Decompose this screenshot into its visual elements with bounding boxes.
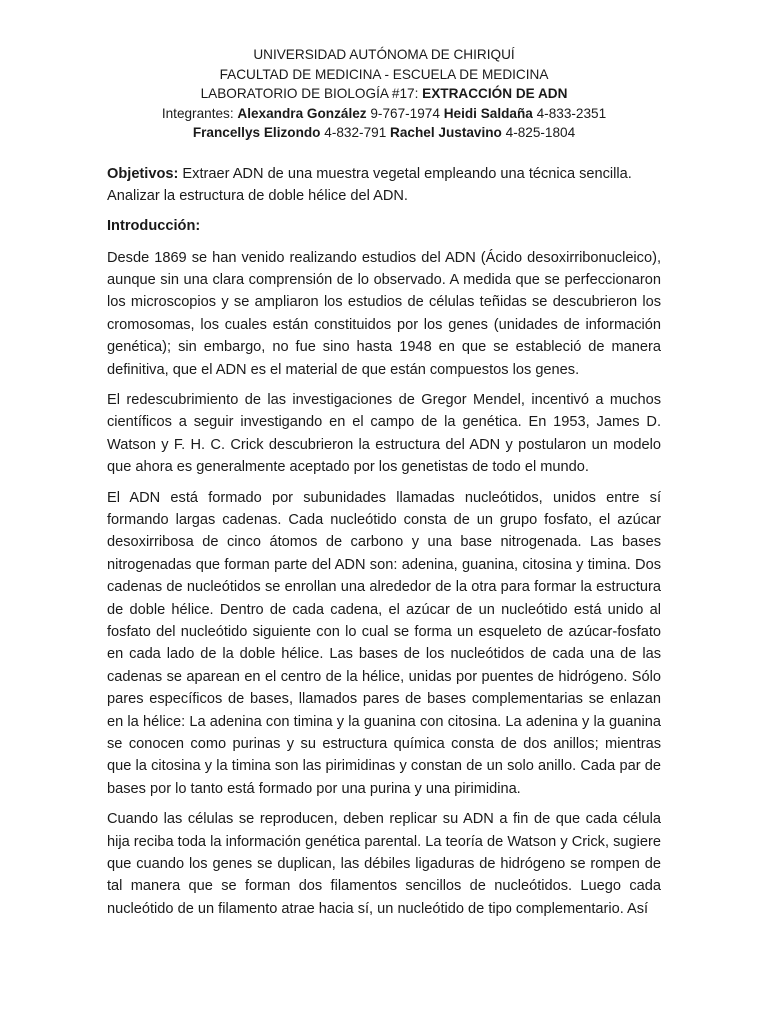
members-label: Integrantes: xyxy=(161,105,238,121)
lab-title: EXTRACCIÓN DE ADN xyxy=(422,86,568,101)
faculty-name: FACULTAD DE MEDICINA - ESCUELA DE MEDICINA xyxy=(219,66,549,82)
member-name: Rachel Justavino xyxy=(390,125,502,140)
member-id: 4-833-2351 xyxy=(532,105,607,121)
member-id: 4-832-791 xyxy=(320,125,387,140)
intro-paragraph-1: Desde 1869 se han venido realizando estudios del ADN (Ácido desoxirribonucleico), aunque sin una clara comprensión de lo observado. A medida que se perfeccionaron los microscopios y se ampliaron los estudios de células teñidas se descubrieron los cromosomas, los cuales están constituidos por los genes (unidades de información genética); sin embargo, no fue sino hasta 1948 en que se estableció de manera definitiva, que el ADN es el material de que están compuestos los genes. xyxy=(107,249,661,378)
member-id: 9-767-1974 xyxy=(366,105,440,121)
intro-paragraph-2: El redescubrimiento de las investigaciones de Gregor Mendel, incentivó a muchos científicos a seguir investigando en el campo de la genética. En 1953, James D. Watson y F. H. C. Crick descubrieron la estructura del ADN y postularon un modelo que ahora es generalmente aceptado por los genetistas de todo el mundo. xyxy=(107,391,661,476)
member-name: Alexandra González xyxy=(237,105,367,121)
member-id: 4-825-1804 xyxy=(501,125,576,140)
intro-paragraph-4: Cuando las células se reproducen, deben replicar su ADN a fin de que cada célula hija reciba toda la información genética parental. La teoría de Watson y Crick, sugiere que cuando los genes se duplican, las débiles ligaduras de hidrógeno se rompen de tal manera que se forman dos filamentos sencillos de nucleótidos. Luego cada nucleótido de un filamento atrae hacia sí, un nucleótido de tipo complementario. Así xyxy=(107,811,661,917)
members-line-1 xyxy=(107,104,661,124)
document-header xyxy=(107,45,661,143)
objectives-line-1: Extraer ADN de una muestra vegetal empleando una técnica sencilla. xyxy=(178,165,632,182)
objectives-label: Objetivos: xyxy=(107,165,179,182)
intro-paragraph-3: El ADN está formado por subunidades llamadas nucleótidos, unidos entre sí formando largas cadenas. Cada nucleótido consta de un grupo fosfato, el azúcar desoxirribosa de cinco átomos de carbono y una base nitrogenada. Las bases nitrogenadas que forman parte del ADN son: adenina, guanina, citosina y timina. Dos cadenas de nucleótidos se enrollan una alrededor de la otra para formar la estructura de doble hélice. Dentro de cada cadena, el azúcar de un nucleótido está unido al fosfato del nucleótido siguiente con lo cual se forma un esqueleto de azúcar-fosfato en cada lado de la doble hélice. Las bases de los nucleótidos de cada una de las cadenas se aparean en el centro de la hélice, unidas por puentes de hidrógeno. Sólo pares específicos de bases, llamados pares de bases complementarias se enlazan en la hélice: La adenina con timina y la guanina con citosina. La adenina y la guanina se conocen como purinas y su estructura química consta de dos anillos; mientras que la citosina y la timina son las pirimidinas y constan de un solo anillo. Cada par de bases por lo tanto está formado por una purina y una pirimidina. xyxy=(107,489,661,797)
member-name: Heidi Saldaña xyxy=(443,105,533,121)
members-line-2 xyxy=(107,123,661,143)
introduction-heading: Introducción: xyxy=(107,217,201,234)
objectives-line-2: Analizar la estructura de doble hélice del ADN. xyxy=(107,187,408,204)
objectives xyxy=(107,163,661,207)
lab-title-line xyxy=(107,84,661,104)
university-name: UNIVERSIDAD AUTÓNOMA DE CHIRIQUÍ xyxy=(253,47,515,62)
member-name: Francellys Elizondo xyxy=(192,125,321,140)
lab-prefix: LABORATORIO DE BIOLOGÍA #17: xyxy=(200,86,423,101)
